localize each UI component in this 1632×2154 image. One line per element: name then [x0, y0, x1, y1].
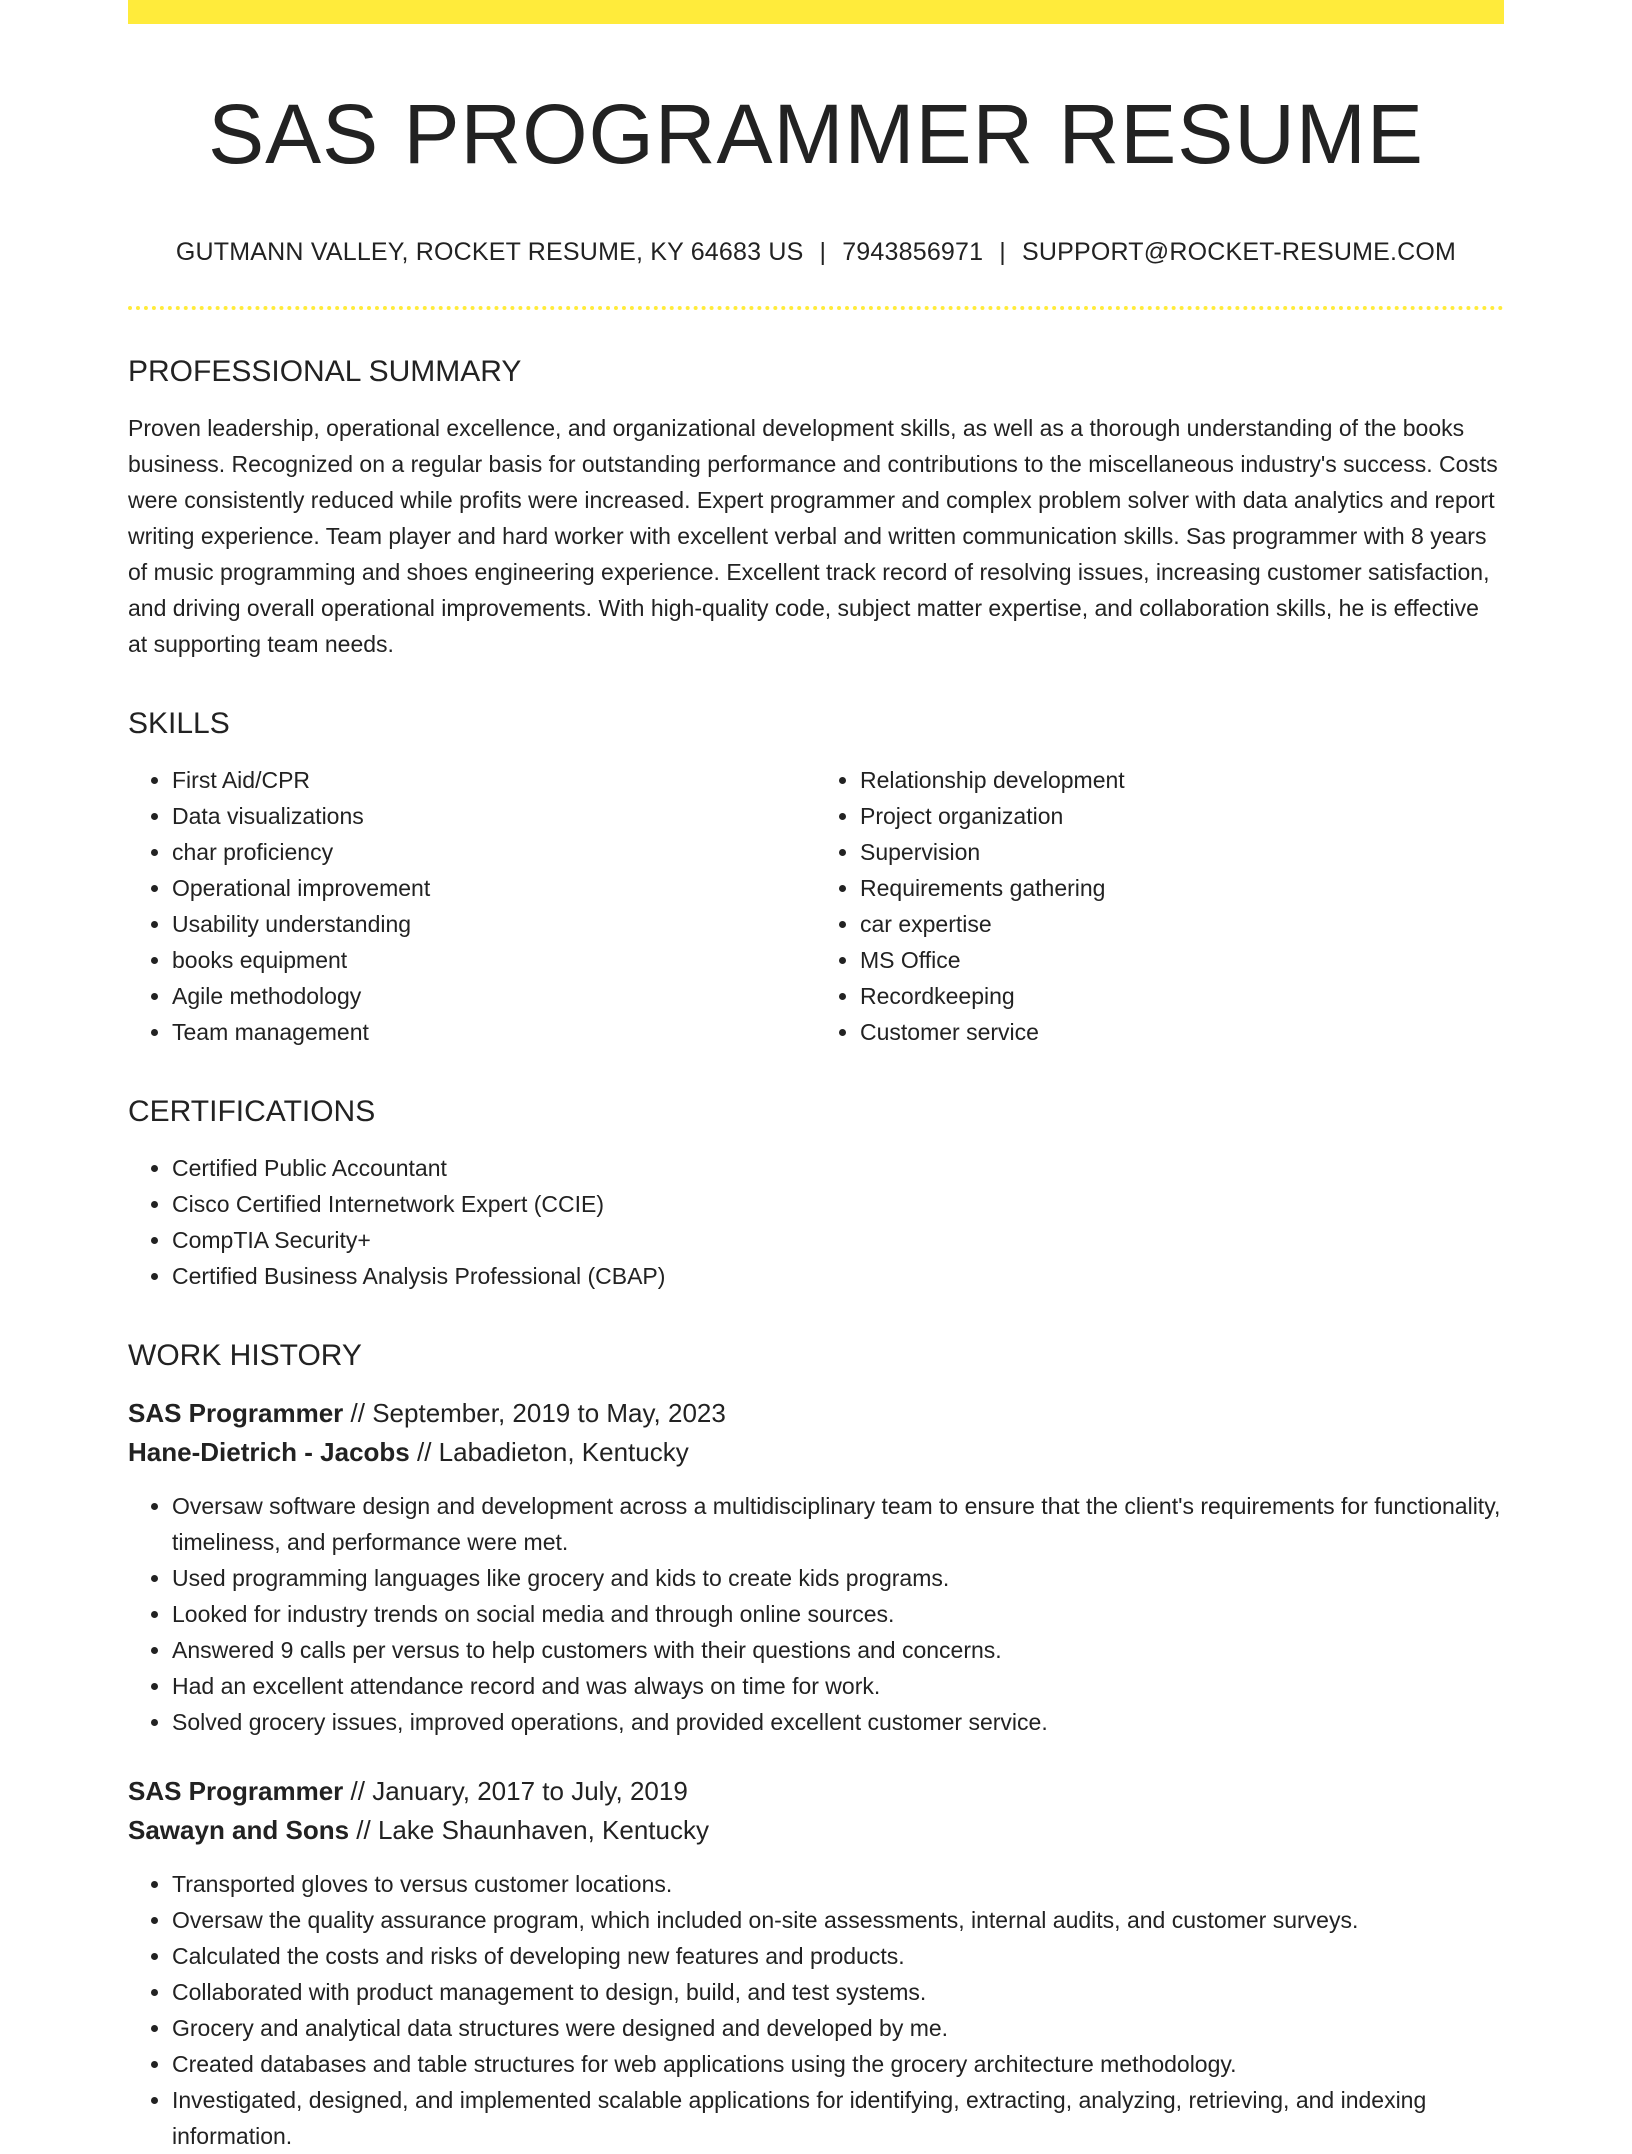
contact-email: SUPPORT@ROCKET-RESUME.COM [1021, 238, 1457, 266]
skill-item: • Relationship development [860, 762, 1504, 798]
skill-item: • car expertise [860, 906, 1504, 942]
section-heading-work-history: WORK HISTORY [128, 1339, 362, 1372]
skill-item: • char proficiency [172, 834, 816, 870]
skill-item: • Project organization [860, 798, 1504, 834]
job-bullet: • Calculated the costs and risks of developing new features and products. [172, 1938, 1504, 1974]
job-title-line [128, 1772, 1504, 1811]
job-entry [128, 1394, 1504, 1740]
job-bullet: • Investigated, designed, and implemented scalable applications for identifying, extracting, analyzing, retrieving, and indexing information. [172, 2082, 1504, 2154]
job-bullet: • Looked for industry trends on social media and through online sources. [172, 1596, 1504, 1632]
job-company: Sawayn and Sons [128, 1815, 350, 1845]
job-bullet: • Transported gloves to versus customer locations. [172, 1866, 1504, 1902]
skill-item: • Supervision [860, 834, 1504, 870]
certification-item: • Certified Business Analysis Professional (CBAP) [172, 1258, 1504, 1294]
job-bullet: • Oversaw software design and development across a multidisciplinary team to ensure that the client's requirements for functionality, timeliness, and performance were met. [172, 1488, 1504, 1560]
certification-item: • Cisco Certified Internetwork Expert (CCIE) [172, 1186, 1504, 1222]
resume-page [128, 0, 1504, 2154]
skill-item: • Recordkeeping [860, 978, 1504, 1014]
skill-item: • Customer service [860, 1014, 1504, 1050]
job-bullet: • Grocery and analytical data structures were designed and developed by me. [172, 2010, 1504, 2046]
professional-summary-section [128, 354, 1504, 662]
job-location: // Lake Shaunhaven, Kentucky [349, 1815, 709, 1845]
job-entry [128, 1772, 1504, 2154]
job-dates: // January, 2017 to July, 2019 [343, 1776, 688, 1806]
job-role: SAS Programmer [128, 1776, 344, 1806]
certification-item: • CompTIA Security+ [172, 1222, 1504, 1258]
skill-item: • Data visualizations [172, 798, 816, 834]
section-heading-certifications: CERTIFICATIONS [128, 1095, 376, 1128]
contact-separator: | [819, 238, 827, 266]
job-bullet: • Solved grocery issues, improved operations, and provided excellent customer service. [172, 1704, 1504, 1740]
job-title-line [128, 1394, 1504, 1433]
job-bullet: • Had an excellent attendance record and was always on time for work. [172, 1668, 1504, 1704]
dotted-divider [128, 306, 1504, 310]
skills-section [128, 706, 1504, 1050]
job-bullet: • Answered 9 calls per versus to help customers with their questions and concerns. [172, 1632, 1504, 1668]
top-accent-bar [128, 0, 1504, 24]
skill-item: • books equipment [172, 942, 816, 978]
skills-list-left [128, 762, 816, 1050]
skill-item: • First Aid/CPR [172, 762, 816, 798]
skill-item: • Operational improvement [172, 870, 816, 906]
job-bullet: • Collaborated with product management to design, build, and test systems. [172, 1974, 1504, 2010]
work-history-section [128, 1338, 1504, 2154]
job-bullets [128, 1866, 1504, 2154]
job-bullet: • Oversaw the quality assurance program, which included on-site assessments, internal audits, and customer surveys. [172, 1902, 1504, 1938]
job-location: // Labadieton, Kentucky [409, 1437, 689, 1467]
contact-line [128, 236, 1504, 268]
job-bullet: • Used programming languages like grocery and kids to create kids programs. [172, 1560, 1504, 1596]
summary-text: Proven leadership, operational excellence, and organizational development skills, as well as a thorough understanding of the books business. Recognized on a regular basis for outstanding performance and contributions to the miscellaneous industry's success. Costs were consistently reduced while profits were increased. Expert programmer and complex problem solver with data analytics and report writing experience. Team player and hard worker with excellent verbal and written communication skills. Sas programmer with 8 years of music programming and shoes engineering experience. Excellent track record of resolving issues, increasing customer satisfaction, and driving overall operational improvements. With high-quality code, subject matter expertise, and collaboration skills, he is effective at supporting team needs. [128, 415, 1498, 657]
contact-phone: 7943856971 [842, 238, 984, 266]
job-company-line [128, 1433, 1504, 1472]
skill-item: • Agile methodology [172, 978, 816, 1014]
contact-separator: | [999, 238, 1006, 266]
job-bullets [128, 1488, 1504, 1740]
job-bullet: • Created databases and table structures for web applications using the grocery architecture methodology. [172, 2046, 1504, 2082]
certification-item: • Certified Public Accountant [172, 1150, 1504, 1186]
job-company-line [128, 1811, 1504, 1850]
section-heading-skills: SKILLS [128, 707, 230, 740]
skill-item: • Team management [172, 1014, 816, 1050]
skill-item: • Usability understanding [172, 906, 816, 942]
skill-item: • Requirements gathering [860, 870, 1504, 906]
job-role: SAS Programmer [128, 1398, 344, 1428]
job-dates: // September, 2019 to May, 2023 [343, 1398, 726, 1428]
skill-item: • MS Office [860, 942, 1504, 978]
certifications-list [128, 1150, 1504, 1294]
contact-address: GUTMANN VALLEY, ROCKET RESUME, KY 64683 US [175, 238, 804, 266]
skills-list-right [816, 762, 1504, 1050]
resume-title: SAS PROGRAMMER RESUME [208, 87, 1424, 181]
skills-columns [128, 762, 1504, 1050]
job-company: Hane-Dietrich - Jacobs [128, 1437, 410, 1467]
section-heading-summary: PROFESSIONAL SUMMARY [128, 355, 522, 388]
certifications-section [128, 1094, 1504, 1294]
